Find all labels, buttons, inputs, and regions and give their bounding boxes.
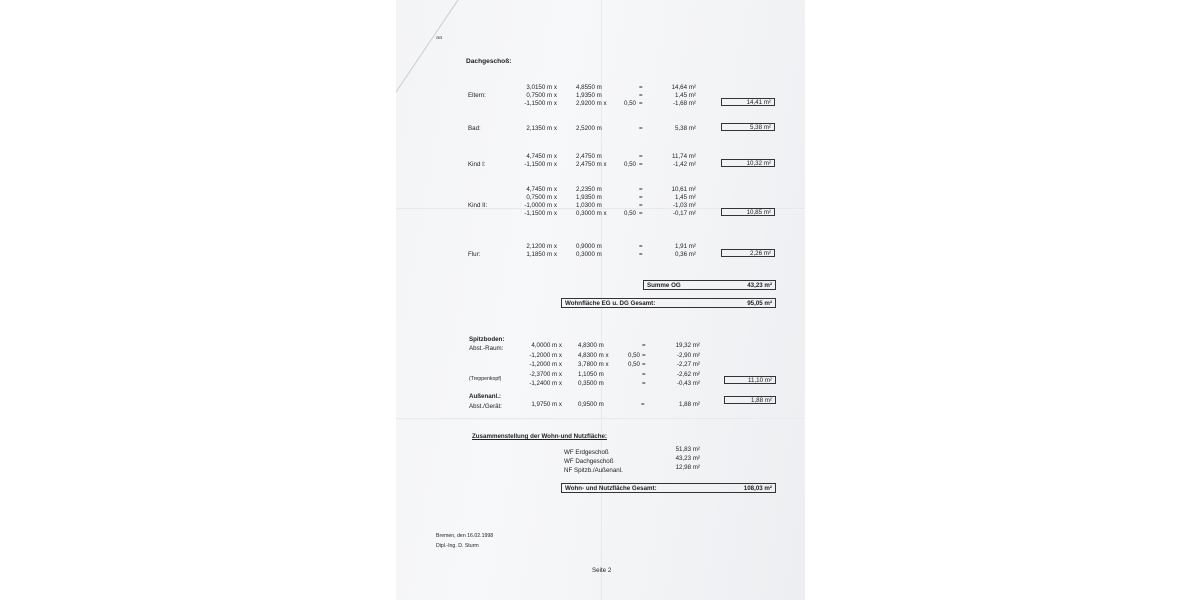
room-label: Flur: [468, 251, 481, 258]
calc-factor: 0,50 [627, 361, 640, 368]
calc-result: 11,74 m² [672, 153, 696, 160]
calc-result: -1,42 m² [672, 161, 696, 168]
room-total-box: 10,85 m² [721, 208, 775, 216]
corner-mark: aa [436, 35, 443, 41]
calc-result: 0,36 m² [675, 251, 696, 258]
wohnflaeche-gesamt-value: 95,05 m² [747, 300, 772, 307]
calc-factor: 0,50 [623, 161, 636, 168]
calc-equals: = [642, 380, 646, 387]
calc-width: 2,4750 m x [576, 161, 607, 168]
gesamt-box [561, 483, 776, 493]
room-total-box: 2,26 m² [721, 249, 775, 257]
calc-equals: = [639, 243, 643, 250]
calc-width: 2,4750 m [576, 153, 602, 160]
page-number: Seite 2 [592, 567, 612, 574]
calc-equals: = [639, 92, 643, 99]
aussenanl-result: 1,88 m² [679, 401, 700, 408]
calc-length: -1,2000 m x [529, 361, 562, 368]
calc-length: -1,2000 m x [529, 351, 562, 359]
calc-width: 0,3000 m [576, 251, 602, 258]
section-heading-dachgeschoss: Dachgeschoß: [466, 58, 512, 65]
document-page [396, 0, 805, 600]
calc-factor: 0,50 [623, 210, 636, 217]
calc-length: 0,7500 m x [526, 92, 557, 99]
summary-item-label: WF Erdgeschoß [564, 449, 609, 456]
aussenanl-sublabel: Abst./Gerät: [469, 403, 503, 410]
spitzboden-total-box: 11,10 m² [724, 376, 776, 384]
calc-equals: = [642, 342, 646, 349]
calc-width: 1,0300 m [576, 202, 602, 209]
gesamt-value: 108,03 m² [743, 485, 772, 492]
room-label: Kind I: [468, 161, 486, 168]
signature: Dipl.-Ing. D. Sturm [436, 543, 479, 549]
calc-width: 0,3000 m x [576, 210, 607, 217]
room-total-box: 10,32 m² [721, 159, 775, 167]
calc-length: -1,1500 m x [524, 100, 557, 107]
calc-length: 4,7450 m x [526, 153, 557, 160]
calc-result: 19,32 m² [675, 342, 700, 349]
calc-result: -0,17 m² [672, 210, 696, 217]
summe-og-box [643, 280, 776, 290]
spitzboden-heading: Spitzboden: [469, 336, 505, 343]
calc-result: 1,91 m² [675, 243, 696, 250]
calc-equals: = [639, 84, 643, 91]
calc-width: 1,9350 m [576, 194, 602, 201]
calc-factor: 0,50 [623, 100, 636, 107]
calc-equals: = [639, 186, 643, 193]
summary-item-label: NF Spitzb./Außenanl. [564, 467, 623, 474]
calc-equals: = [639, 100, 643, 107]
calc-equals: = [639, 153, 643, 160]
calc-length: 3,0150 m x [526, 84, 557, 91]
calc-equals: = [639, 210, 643, 217]
calc-equals: = [639, 251, 643, 258]
aussenanl-heading: Außenanl.: [469, 393, 501, 400]
calc-width: 3,7800 m x [578, 361, 609, 368]
calc-result: 1,45 m² [675, 194, 696, 201]
calc-length: -1,2400 m x [529, 380, 562, 387]
gesamt-label: Wohn- und Nutzfläche Gesamt: [565, 485, 657, 492]
spitzboden-note: (Treppenkopf) [469, 376, 502, 382]
calc-width: 4,8300 m [578, 342, 604, 349]
calc-result: -2,90 m² [676, 351, 700, 359]
calc-length: 2,1200 m x [526, 243, 557, 250]
calc-length: -1,1500 m x [524, 161, 557, 168]
wohnflaeche-gesamt-label: Wohnfläche EG u. DG Gesamt: [565, 300, 656, 307]
calc-length: 2,1350 m x [526, 125, 557, 132]
calc-width: 0,3500 m [578, 380, 604, 387]
calc-result: -2,62 m² [676, 370, 700, 378]
summe-og-value: 43,23 m² [747, 282, 772, 289]
spitzboden-sublabel: Abst.-Raum: [469, 345, 504, 352]
room-label: Eltern: [468, 92, 486, 99]
calc-width: 2,5200 m [576, 125, 602, 132]
summe-og-label: Summe OG [647, 282, 681, 289]
calc-equals: = [639, 161, 643, 168]
wohnflaeche-gesamt-box [561, 298, 776, 308]
room-total-box: 5,38 m² [721, 123, 775, 131]
summary-item-value: 43,23 m² [675, 455, 700, 462]
calc-length: 4,0000 m x [531, 342, 562, 349]
calc-result: 10,61 m² [671, 186, 696, 193]
aussenanl-a: 1,9750 m x [531, 401, 562, 408]
calc-factor: 0,50 [627, 351, 640, 359]
calc-result: -1,68 m² [672, 100, 696, 107]
calc-result: -2,27 m² [676, 361, 700, 368]
calc-result: -1,03 m² [672, 202, 696, 209]
calc-equals: = [642, 351, 646, 359]
calc-width: 1,1050 m [578, 370, 604, 378]
aussenanl-eq: = [641, 401, 645, 408]
calc-equals: = [642, 370, 646, 378]
calc-width: 2,9200 m x [576, 100, 607, 107]
calc-length: 0,7500 m x [526, 194, 557, 201]
calc-result: 14,64 m² [671, 84, 696, 91]
calc-equals: = [642, 361, 646, 368]
calc-length: 1,1850 m x [526, 251, 557, 258]
aussenanl-b: 0,9500 m [578, 401, 604, 408]
room-total-box: 14,41 m² [721, 98, 775, 106]
calc-length: 4,7450 m x [526, 186, 557, 193]
calc-width: 2,2350 m [576, 186, 602, 193]
summary-item-value: 51,83 m² [675, 446, 700, 453]
calc-width: 0,9000 m [576, 243, 602, 250]
calc-width: 4,8550 m [576, 84, 602, 91]
aussenanl-total-box: 1,88 m² [724, 396, 776, 404]
calc-width: 1,9350 m [576, 92, 602, 99]
summary-item-value: 12,98 m² [675, 464, 700, 471]
calc-result: 1,45 m² [675, 92, 696, 99]
room-label: Kind II: [468, 202, 488, 209]
zusammenstellung-heading: Zusammenstellung der Wohn-und Nutzfläche: [472, 433, 607, 440]
room-label: Bad: [468, 125, 481, 132]
summary-item-label: WF Dachgeschoß [564, 458, 614, 465]
calc-length: -1,1500 m x [524, 210, 557, 217]
calc-result: -0,43 m² [676, 380, 700, 387]
calc-equals: = [639, 194, 643, 201]
calc-equals: = [639, 202, 643, 209]
calc-result: 5,38 m² [675, 125, 696, 132]
calc-length: -1,0000 m x [524, 202, 557, 209]
calc-equals: = [639, 125, 643, 132]
calc-length: -2,3700 m x [529, 370, 562, 378]
calc-width: 4,8300 m x [578, 351, 609, 359]
torn-corner-mark [396, 0, 466, 100]
place-date: Bremen, den 16.02.1998 [436, 533, 494, 539]
